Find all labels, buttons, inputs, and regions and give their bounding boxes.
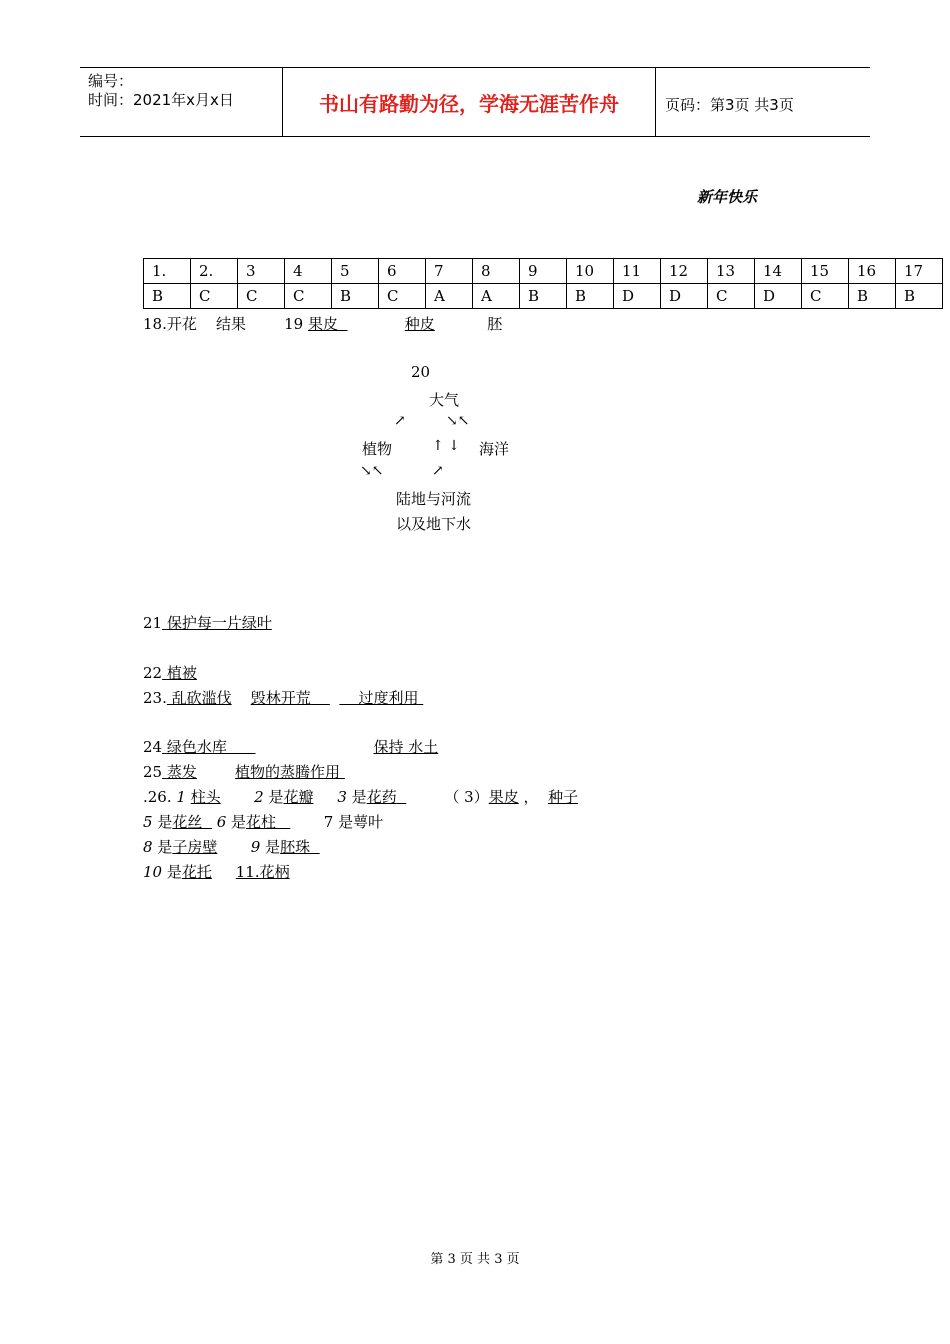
q26-is-9: 是 <box>265 838 281 856</box>
q26-line-2 <box>143 811 383 832</box>
question-number-cell: 15 <box>802 259 849 284</box>
answer-cell: C <box>191 284 238 309</box>
q21-prefix: 21 <box>143 614 163 632</box>
node-atmosphere: 大气 <box>429 391 460 409</box>
q24-line <box>143 736 438 757</box>
q26-answer-11: 11.花柄 <box>235 863 290 881</box>
answer-cell: B <box>520 284 567 309</box>
q26-is-2: 是 <box>268 788 284 806</box>
question-number-cell: 6 <box>379 259 426 284</box>
q22-prefix: 22 <box>143 664 163 682</box>
answer-cell: D <box>755 284 802 309</box>
answer-cell: C <box>708 284 755 309</box>
q23-answer-a: 乱砍滥伐 <box>171 689 232 707</box>
q21-answer: 保护每一片绿叶 <box>166 614 272 632</box>
q26-is-3: 是 <box>351 788 367 806</box>
q18-q19-line <box>143 313 502 334</box>
question-number-cell: 4 <box>285 259 332 284</box>
q26-is-5: 是 <box>157 813 173 831</box>
q19-answer-a: 果皮 <box>308 315 339 333</box>
q25-answer-a: 蒸发 <box>166 763 197 781</box>
answer-cell: D <box>661 284 708 309</box>
q19-answer-b: 种皮 <box>404 315 435 333</box>
question-number-cell: 3 <box>238 259 285 284</box>
q26-num-8: 8 <box>143 838 153 856</box>
node-ocean: 海洋 <box>479 440 510 458</box>
answer-cell: B <box>144 284 191 309</box>
q26-is-6: 是 <box>231 813 247 831</box>
q26-answer-8: 子房壁 <box>172 838 218 856</box>
q26-answer-1: 柱头 <box>190 788 221 806</box>
q22-answer: 植被 <box>166 664 197 682</box>
answer-table-answers <box>144 284 943 309</box>
greeting: 新年快乐 <box>697 188 758 206</box>
q23-line <box>143 687 423 708</box>
q26-answer-4: 果皮 <box>488 788 519 806</box>
q26-num-3: 3 <box>337 788 347 806</box>
answer-cell: B <box>332 284 379 309</box>
page-footer: 第 3 页 共 3 页 <box>430 1252 520 1267</box>
q26-num-7: 7 <box>323 813 334 831</box>
q26-num-5: 5 <box>143 813 153 831</box>
q25-prefix: 25 <box>143 763 163 781</box>
q26-is-10: 是 <box>166 863 182 881</box>
id-label: 编号： <box>88 72 134 90</box>
q26-answer-9: 胚珠 <box>280 838 311 856</box>
q26-part-3: （ 3） <box>444 788 489 806</box>
q26-answer-5: 种子 <box>548 788 579 806</box>
q19-answer-c: 胚 <box>487 315 503 333</box>
arrow-pair-icon: ↘↖ <box>360 463 384 479</box>
q26-is-8: 是 <box>157 838 173 856</box>
answer-cell: A <box>426 284 473 309</box>
q18-prefix: 18. <box>143 315 167 333</box>
question-number-cell: 5 <box>332 259 379 284</box>
q20-number: 20 <box>411 363 431 381</box>
arrow-up-right-icon: ↗ <box>432 463 444 479</box>
motto: 书山有路勤为径，学海无涯苦作舟 <box>282 68 656 136</box>
q23-answer-c: 过度利用 <box>358 689 419 707</box>
question-number-cell: 11 <box>614 259 661 284</box>
page-header <box>80 67 870 137</box>
question-number-cell: 13 <box>708 259 755 284</box>
answer-cell: C <box>238 284 285 309</box>
answer-cell: C <box>285 284 332 309</box>
node-plants: 植物 <box>362 440 393 458</box>
q25-answer-b: 植物的蒸腾作用 <box>235 763 341 781</box>
q22-line <box>143 662 197 683</box>
question-number-cell: 9 <box>520 259 567 284</box>
q24-answer-b: 保持 水土 <box>373 738 439 756</box>
q26-line-4 <box>143 861 290 882</box>
q23-answer-b: 毁林开荒 <box>250 689 311 707</box>
q23-prefix: 23. <box>143 689 167 707</box>
q26-answer-7: 是萼叶 <box>338 813 384 831</box>
node-groundwater: 以及地下水 <box>396 515 472 533</box>
answer-cell: C <box>802 284 849 309</box>
answer-table <box>143 258 943 309</box>
answer-cell: B <box>849 284 896 309</box>
node-land: 陆地与河流 <box>396 490 472 508</box>
q25-line <box>143 761 345 782</box>
answer-cell: A <box>473 284 520 309</box>
time-label: 时间：2021年x月x日 <box>88 91 234 109</box>
q24-prefix: 24 <box>143 738 163 756</box>
answer-cell: D <box>614 284 661 309</box>
question-number-cell: 7 <box>426 259 473 284</box>
q26-num-10: 10 <box>143 863 163 881</box>
q26-answer-5b: 花丝 <box>172 813 203 831</box>
arrow-pair-icon: ↘↖ <box>446 413 470 429</box>
q26-prefix: .26. <box>143 788 172 806</box>
answer-cell: B <box>567 284 614 309</box>
question-number-cell: 8 <box>473 259 520 284</box>
q26-line-1 <box>143 786 578 807</box>
answer-cell: C <box>379 284 426 309</box>
question-number-cell: 2. <box>191 259 238 284</box>
answer-table-numbers <box>144 259 943 284</box>
question-number-cell: 17 <box>896 259 943 284</box>
q26-answer-10: 花托 <box>181 863 212 881</box>
q26-line-3 <box>143 836 320 857</box>
question-number-cell: 12 <box>661 259 708 284</box>
header-left <box>88 72 234 110</box>
question-number-cell: 14 <box>755 259 802 284</box>
q21-line <box>143 612 272 633</box>
question-number-cell: 16 <box>849 259 896 284</box>
q26-num-9: 9 <box>250 838 261 856</box>
page-label: 页码：第3页 共3页 <box>665 96 794 114</box>
q26-separator: ， <box>523 788 539 806</box>
q26-num-6: 6 <box>216 813 227 831</box>
q18-answer-a: 开花 <box>166 315 197 333</box>
arrow-up-right-icon: ↗ <box>394 413 406 429</box>
q26-num-1: 1 <box>176 788 186 806</box>
q19-prefix: 19 <box>284 315 304 333</box>
q26-answer-2: 花瓣 <box>283 788 314 806</box>
q24-answer-a: 绿色水库 <box>166 738 227 756</box>
question-number-cell: 10 <box>567 259 614 284</box>
answer-cell: B <box>896 284 943 309</box>
arrow-up-down-icon: ↑ ↓ <box>432 438 460 454</box>
q26-answer-6: 花柱 <box>246 813 277 831</box>
q26-answer-3: 花药 <box>366 788 397 806</box>
q18-answer-b: 结果 <box>215 315 246 333</box>
question-number-cell: 1. <box>144 259 191 284</box>
q26-num-2: 2 <box>254 788 264 806</box>
